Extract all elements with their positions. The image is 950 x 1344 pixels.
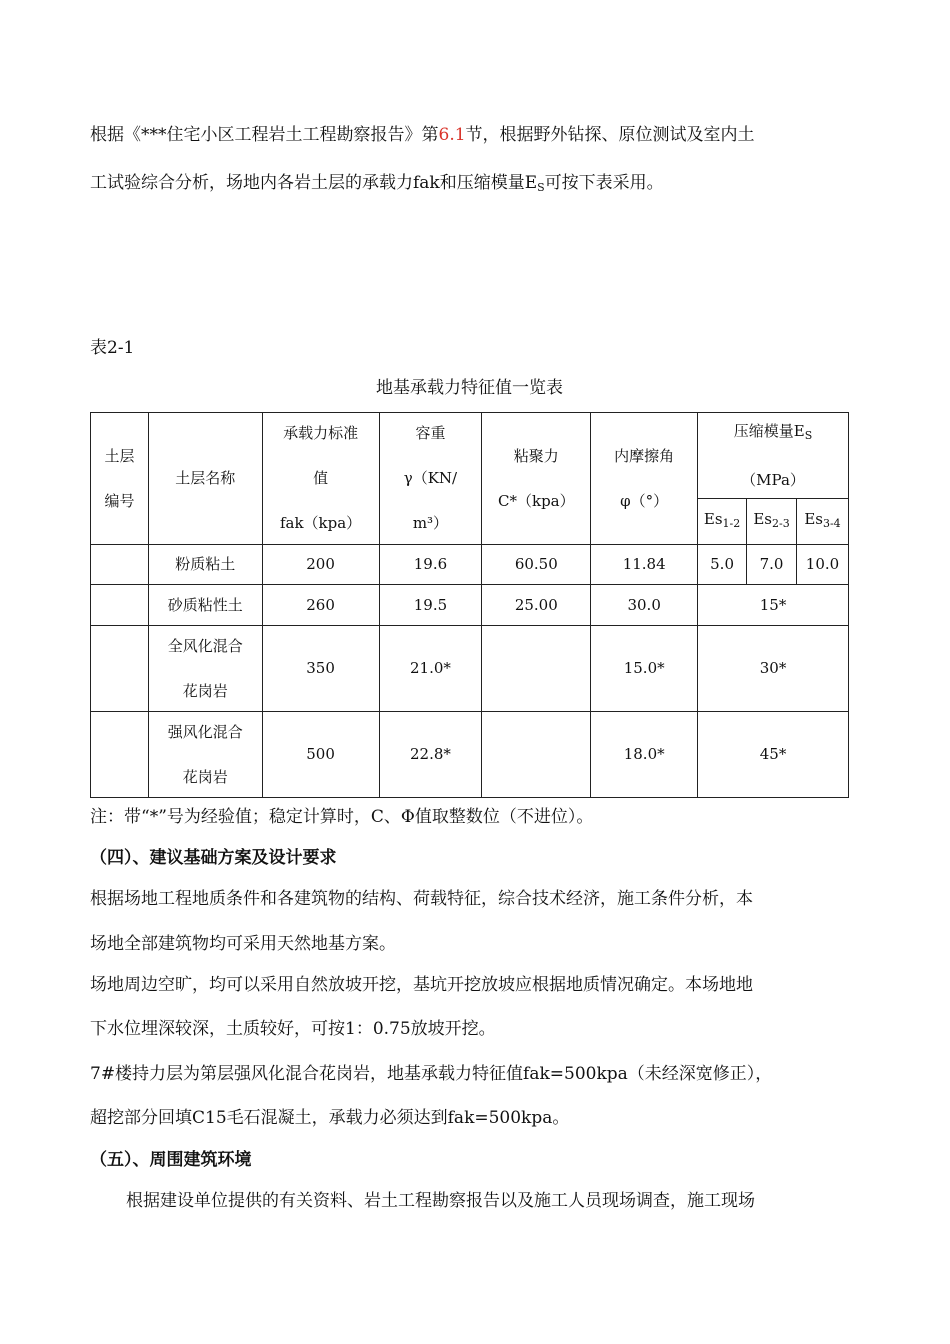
section-reference: 6.1: [438, 125, 466, 145]
header-es-1-2: $Es_{1-2}$: [698, 499, 747, 545]
paragraph-line: [90, 171, 860, 200]
paragraph-line: 场地全部建筑物均可采用天然地基方案。: [90, 934, 396, 954]
paragraph-line: [90, 123, 860, 147]
section-heading: （五）、周围建筑环境: [90, 1150, 252, 1170]
cell-gamma: 22.8*: [379, 712, 482, 798]
cell-layer-no: [91, 712, 149, 798]
header-row: [91, 413, 849, 499]
header-es: 压缩模量$E_S$ （MPa）: [698, 413, 849, 499]
cell-fak: 200: [262, 545, 379, 585]
cell-layer-no: [91, 545, 149, 585]
paragraph-line: 根据场地工程地质条件和各建筑物的结构、荷载特征，综合技术经济，施工条件分析，本: [90, 889, 753, 909]
cell-layer-name: 砂质粘性土: [148, 585, 262, 626]
table-row: [91, 585, 849, 626]
paragraph-line: 根据建设单位提供的有关资料、岩土工程勘察报告以及施工人员现场调查，施工现场: [126, 1191, 755, 1211]
paragraph-line: 超挖部分回填C15毛石混凝土，承载力必须达到fak=500kpa。: [90, 1108, 570, 1128]
bearing-capacity-table: [90, 412, 849, 798]
header-layer-no: 土层 编号: [91, 413, 149, 545]
paragraph-line: 7#楼持力层为第层强风化混合花岗岩，地基承载力特征值fak=500kpa（未经深宽修正），: [90, 1064, 773, 1084]
text-run: 工试验综合分析，场地内各岩土层的承载力fak和压缩模量E: [90, 173, 538, 193]
cell-cohesion: 60.50: [482, 545, 591, 585]
cell-friction: 11.84: [591, 545, 698, 585]
cell-friction: 18.0*: [591, 712, 698, 798]
cell-es: 15*: [698, 585, 849, 626]
header-layer-name: 土层名称: [148, 413, 262, 545]
header-es-2-3: $Es_{2-3}$: [747, 499, 797, 545]
text-run: 节，根据野外钻探、原位测试及室内土: [465, 125, 755, 145]
paragraph-line: 场地周边空旷，均可以采用自然放坡开挖，基坑开挖放坡应根据地质情况确定。本场地地: [90, 975, 753, 995]
cell-es: 45*: [698, 712, 849, 798]
cell-friction: 30.0: [591, 585, 698, 626]
cell-gamma: 19.6: [379, 545, 482, 585]
cell-gamma: 19.5: [379, 585, 482, 626]
table-row: [91, 545, 849, 585]
header-cohesion: 粘聚力 C*（kpa）: [482, 413, 591, 545]
cell-friction: 15.0*: [591, 626, 698, 712]
cell-es-3-4: 10.0: [797, 545, 849, 585]
header-friction: 内摩擦角 φ（°）: [591, 413, 698, 545]
table-label: 表2-1: [90, 338, 135, 358]
cell-es-1-2: 5.0: [698, 545, 747, 585]
cell-cohesion: 25.00: [482, 585, 591, 626]
cell-fak: 350: [262, 626, 379, 712]
cell-layer-no: [91, 626, 149, 712]
table-title: 地基承载力特征值一览表: [376, 378, 563, 398]
cell-layer-name: 全风化混合 花岗岩: [148, 626, 262, 712]
cell-layer-name: 强风化混合 花岗岩: [148, 712, 262, 798]
cell-layer-name: 粉质粘土: [148, 545, 262, 585]
cell-cohesion: [482, 626, 591, 712]
table-row: [91, 712, 849, 798]
cell-gamma: 21.0*: [379, 626, 482, 712]
section-heading: （四）、建议基础方案及设计要求: [90, 848, 337, 868]
table-note: 注：带“*”号为经验值；稳定计算时，C、Φ值取整数位（不进位）。: [90, 807, 594, 827]
table-row: [91, 626, 849, 712]
header-es-3-4: $Es_{3-4}$: [797, 499, 849, 545]
text-run: 可按下表采用。: [544, 173, 664, 193]
header-gamma: 容重 γ（KN/ m³）: [379, 413, 482, 545]
cell-layer-no: [91, 585, 149, 626]
header-fak: 承载力标准 值 fak（kpa）: [262, 413, 379, 545]
subscript: S: [537, 181, 545, 194]
cell-es-2-3: 7.0: [747, 545, 797, 585]
cell-fak: 260: [262, 585, 379, 626]
text-run: 根据《***住宅小区工程岩土工程勘察报告》第: [90, 125, 439, 145]
paragraph-line: 下水位埋深较深，土质较好，可按1：0.75放坡开挖。: [90, 1019, 496, 1039]
cell-fak: 500: [262, 712, 379, 798]
cell-cohesion: [482, 712, 591, 798]
cell-es: 30*: [698, 626, 849, 712]
